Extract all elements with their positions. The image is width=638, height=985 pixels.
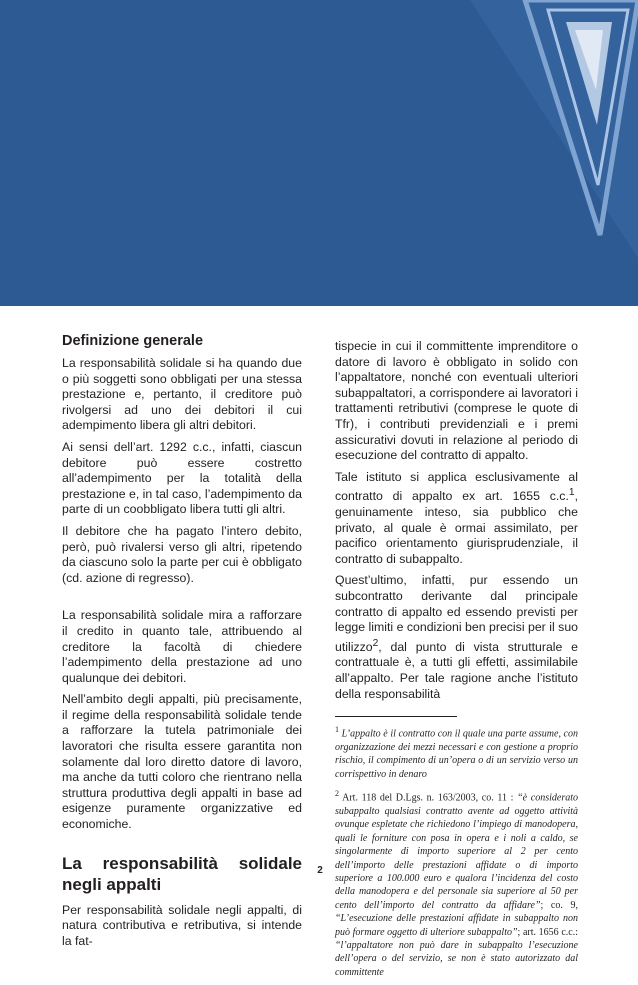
page-number: 2 (317, 865, 323, 876)
paragraph: La responsabilità solidale mira a rafforzare il credito in quanto tale, attribuendo al creditore la facoltà di chiedere l’adempimento della prestazione ad uno qualunque dei debitori. (62, 608, 302, 685)
paragraph: Nell’ambito degli appalti, più precisamente, il regime della responsabilità solidale tende a rafforzare la tutela patrimoniale dei lavoratori che risulta essere garantita non solamente dal loro diretto datore di lavoro, ma anche da tutti coloro che rientrano nella struttura produttiva degli appalti in base ad esigenze puramente organizzative ed economiche. (62, 692, 302, 832)
footnote-ref: 2 (372, 637, 379, 649)
paragraph: Ai sensi dell’art. 1292 c.c., infatti, ciascun debitore può essere costretto all’adempimento per la totalità della prestazione e, in tal caso, l’adempimento da parte di un coobbligato libera tutti gli altri. (62, 439, 302, 517)
header-banner (0, 0, 638, 306)
paragraph: Quest’ultimo, infatti, pur essendo un subcontratto derivante dal principale contratto di appalto ed essendo previsti per legge limiti e condizioni ben precisi per il suo utilizzo$^2$, dal punto di vista strutturale e contrattuale è, a tutti gli effetti, assimilabile all’appalto. Per tale ragione anche l’istituto della responsabilità (335, 573, 578, 701)
paragraph: La responsabilità solidale si ha quando due o più soggetti sono obbligati per una stessa prestazione e, pertanto, il creditore può rivolgersi ad uno dei debitori il cui adempimento libera gli altri debitori. (62, 356, 302, 433)
footnote-1: $^1$ L’appalto è il contratto con il quale una parte assume, con organizzazione dei mezzi necessari e con gestione a proprio rischio, il compimento di un’opera o di un servizio verso un corrispettivo in denaro (335, 725, 579, 780)
footnote-2: $^2$ Art. 118 del D.Lgs. n. 163/2003, co. 11 : “è considerato subappalto qualsiasi contratto avente ad oggetto attività ovunque espletate che richiedono l’impiego di manodopera, quali le forniture con posa in opera e i noli a caldo, se singolarmente di importo superiore al 2 per cento dell’importo delle prestazioni affidate o di importo superiore a 100.000 euro e qualora l’incidenza del costo della manodopera e del personale sia superiore al 50 per cento dell’importo del contratto da affidare”; co. 9, “L’esecuzione delle prestazioni affidate in subappalto non può formare oggetto di ulteriore subappalto”; art. 1656 c.c.: “l’appaltatore non può dare in subappalto l’esecuzione dell’opera o del servizio, se non è stato autorizzato dal committente (335, 789, 579, 978)
section-heading-appalti: La responsabilità solidale negli appalti (62, 853, 302, 894)
decorative-triangles (0, 0, 638, 306)
paragraph: tispecie in cui il committente imprenditore o datore di lavoro è obbligato in solido con l’appaltatore, nonché con eventuali ulteriori subappaltatori, a corrispondere ai lavoratori i trattamenti retributivi (comprese le quote di Tfr), i contributi previdenziali e i premi assicurativi dovuti in relazione al periodo di esecuzione del contratto di appalto. (335, 339, 578, 463)
section-heading: Definizione generale (62, 333, 204, 349)
left-column (62, 332, 302, 955)
paragraph: Il debitore che ha pagato l’intero debito, però, può rivalersi verso gli altri, ripetendo da ciascuno solo la parte per cui è obbligato (cd. azione di regresso). (62, 523, 302, 585)
footnote-divider (335, 716, 457, 717)
paragraph: Tale istituto si applica esclusivamente al contratto di appalto ex art. 1655 c.c.$^1$, genuinamente inteso, sia pubblico che privato, al quale è ormai assimilato, per pacifico orientamento giurisprudenziale, il contratto di subappalto. (335, 469, 578, 566)
right-column (335, 339, 578, 985)
footnote-ref: 1 (568, 487, 575, 499)
paragraph: Per responsabilità solidale negli appalti, di natura contributiva e retributiva, si intende la fat- (62, 902, 302, 948)
